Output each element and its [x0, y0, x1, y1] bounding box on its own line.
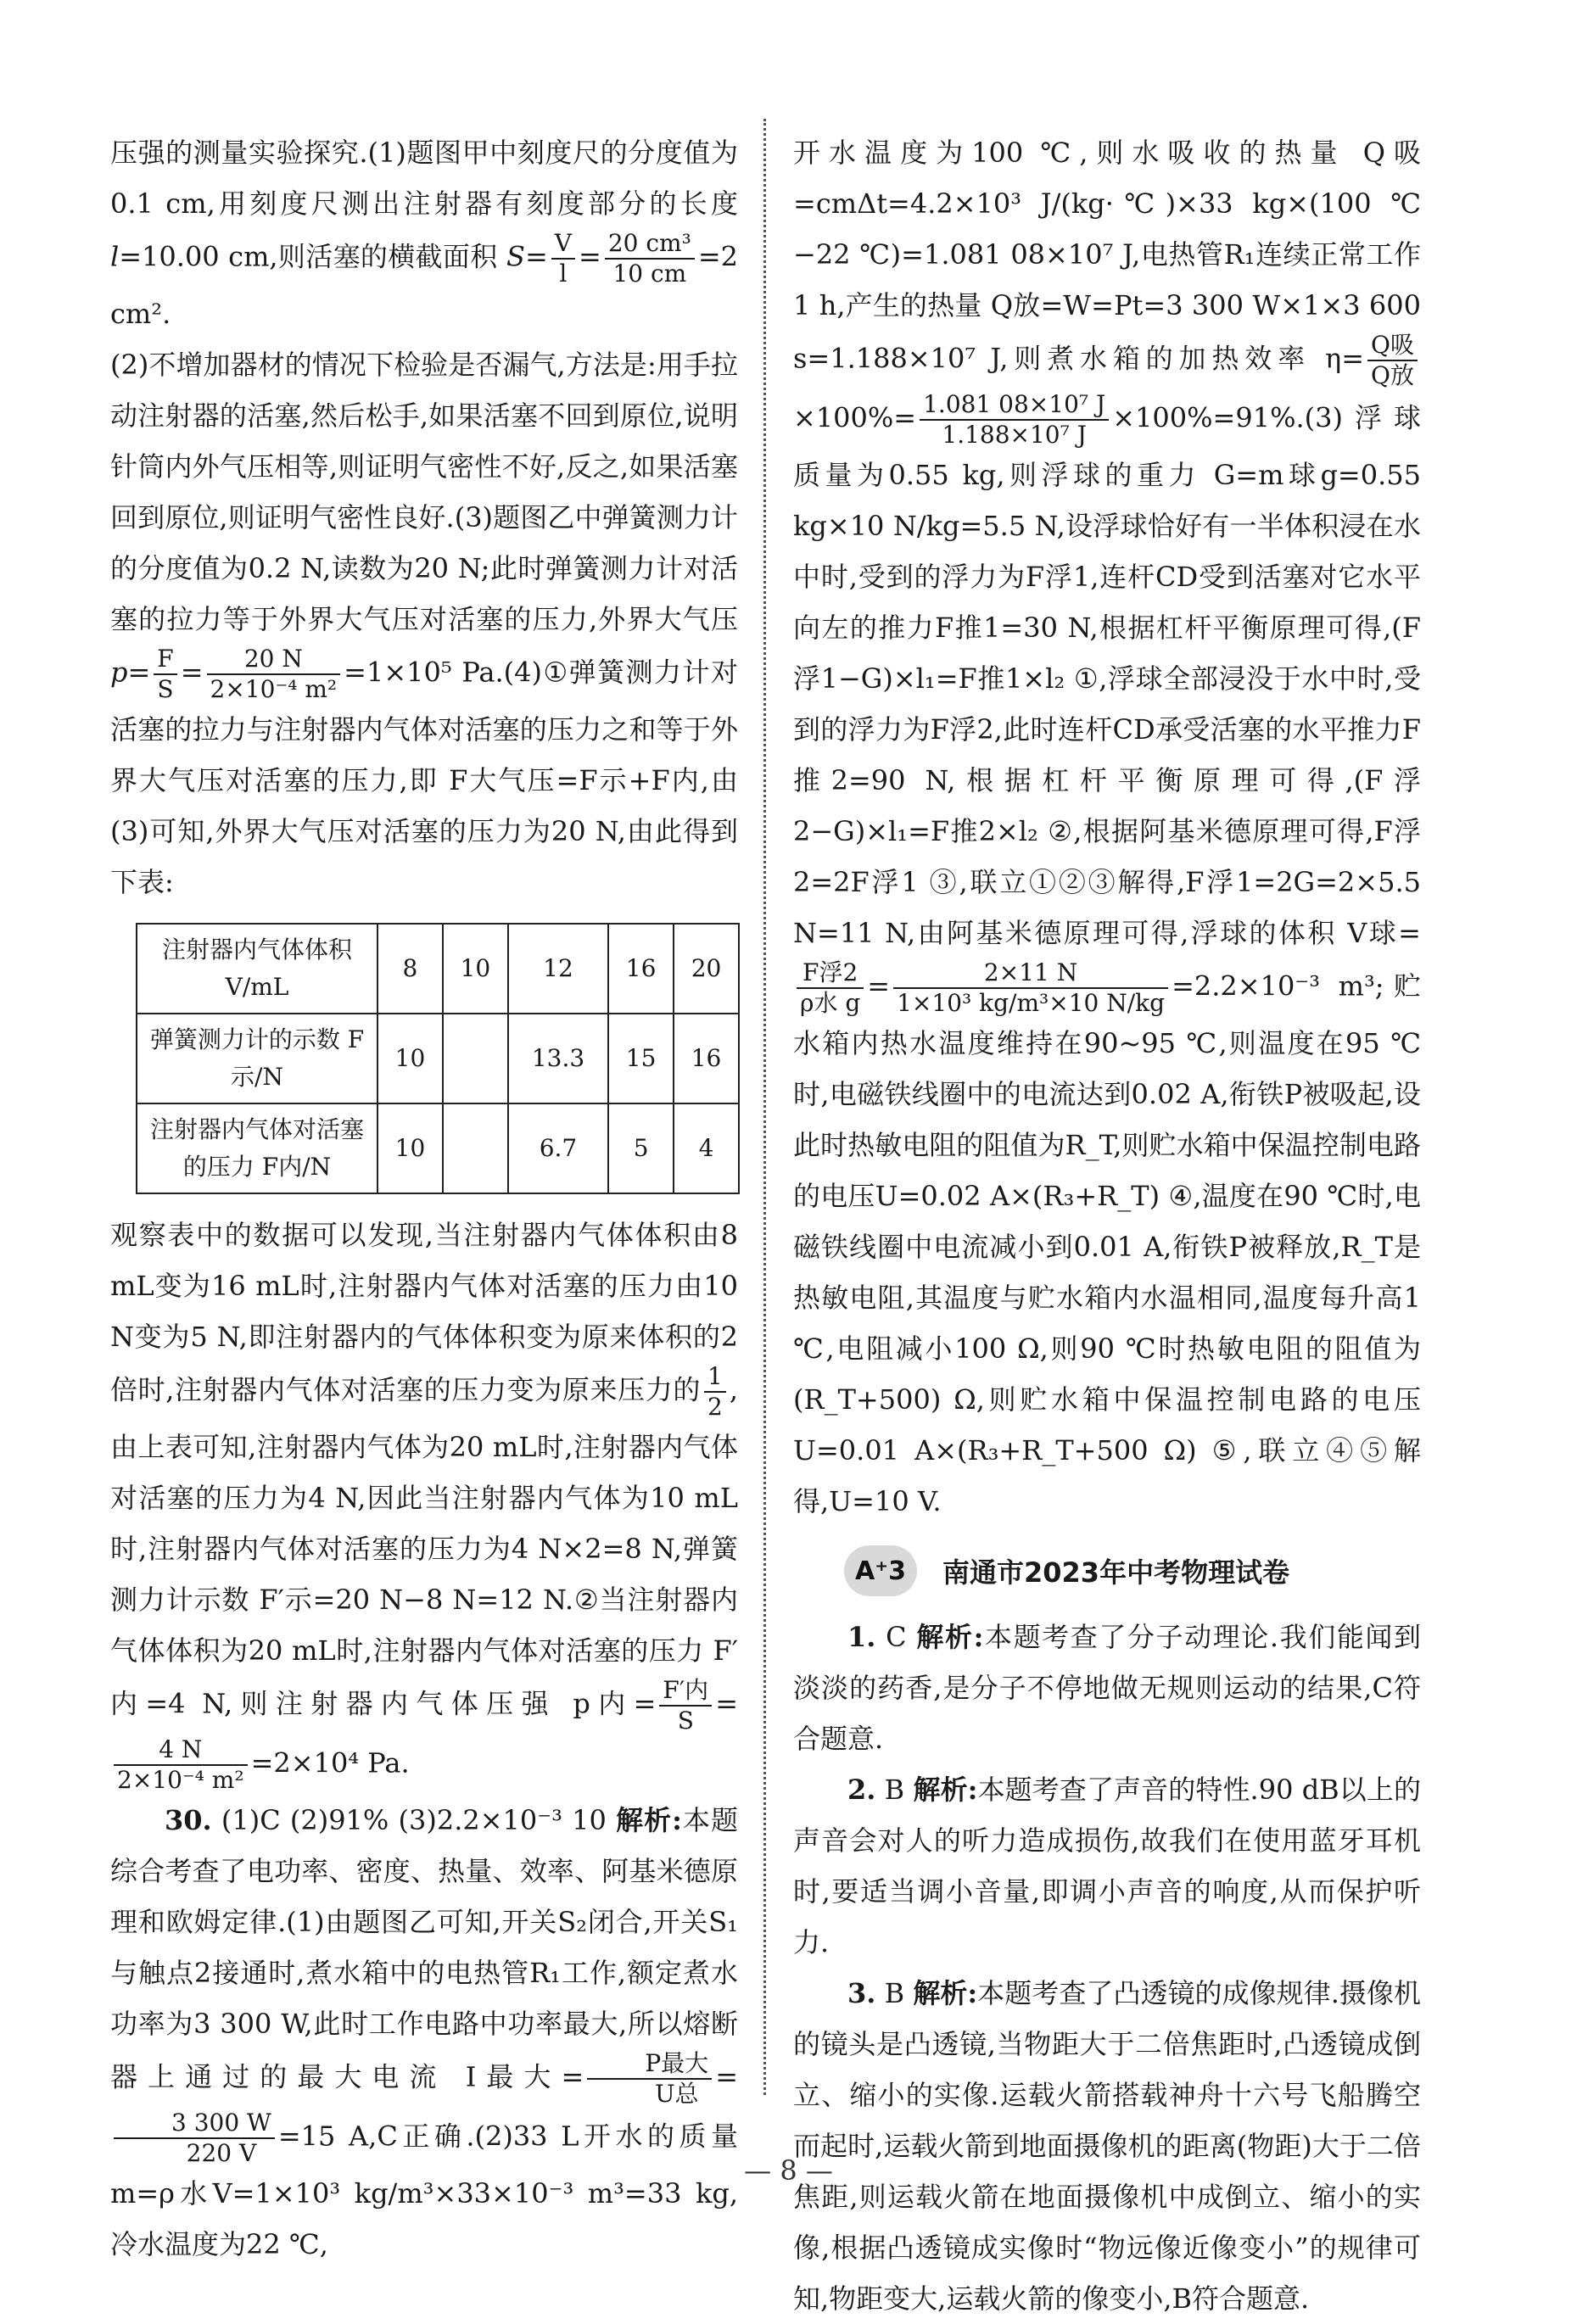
table-cell: 注射器内气体对活塞的压力 F内/N [137, 1103, 377, 1193]
table-cell [443, 1103, 508, 1193]
column-divider [763, 119, 766, 2095]
paragraph-heat-efficiency: 开水温度为100 ℃,则水吸收的热量 Q吸=cmΔt=4.2×10³ J/(kg·℃)×33 kg×(100 ℃−22 ℃)=1.081 08×10⁷ J,电热管R₁连续正常工作1 h,产生的热量 Q放=W=Pt=3 300 W×1×3 600 s=1.188×10⁷ J,则煮水箱的加热效率 η= $\frac{\text{Q吸}}{\text{Q放}}$ ×100%= $\frac{\text{1.081 08×10⁷ J}}{\text{1.188×10⁷ J}}$ ×100%=91%.(3)浮球质量为0.55 kg,则浮球的重力 G=m球g=0.55 kg×10 N/kg=5.5 N,设浮球恰好有一半体积浸在水中时,受到的浮力为F浮1,连杆CD受到活塞对它水平向左的推力F推1=30 N,根据杠杆平衡原理可得,(F浮1−G)×l₁=F推1×l₂ ①,浮球全部浸没于水中时,受到的浮力为F浮2,此时连杆CD承受活塞的水平推力F推2=90 N,根据杠杆平衡原理可得,(F浮2−G)×l₁=F推2×l₂ ②,根据阿基米德原理可得,F浮2=2F浮1 ③,联立①②③解得,F浮1=2G=2×5.5 N=11 N,由阿基米德原理可得,浮球的体积 V球= $\frac{\text{F浮2}}{\text{ρ水 g}}$ = $\frac{2\times 11 N}{\text{1×10³ kg/m³×10 N/kg}}$ =2.2×10⁻³ m³;贮水箱内热水温度维持在90~95 ℃,则温度在95 ℃时,电磁铁线圈中的电流达到0.02 A,衔铁P被吸起,设此时热敏电阻的阻值为R_T,则贮水箱中保温控制电路的电压U=0.02 A×(R₃+R_T) ④,温度在90 ℃时,电磁铁线圈中电流减小到0.01 A,衔铁P被释放,R_T是热敏电阻,其温度与贮水箱内水温相同,温度每升高1 ℃,电阻减小100 Ω,则90 ℃时热敏电阻的阻值为(R_T+500) Ω,则贮水箱中保温控制电路的电压U=0.01 A×(R₃+R_T+500 Ω) ⑤,联立④⑤解得,U=10 V. [793, 137, 1421, 1517]
fraction: $\frac{4 N}{\text{2×10⁻⁴ m²}}$ [114, 1735, 248, 1795]
data-table [136, 923, 740, 1194]
table-cell: 16 [674, 1014, 739, 1103]
fraction: $\frac{\text{F′内}}{S}$ [659, 1676, 712, 1735]
paragraph-leak-check: (2)不增加器材的情况下检验是否漏气,方法是:用手拉动注射器的活塞,然后松手,如果活塞不回到原位,说明针筒内外气压相等,则证明气密性不好,反之,如果活塞回到原位,则证明气密性良好.(3)题图乙中弹簧测力计的分度值为0.2 N,读数为20 N;此时弹簧测力计对活塞的拉力等于外界大气压对活塞的压力,外界大气压 p= $\frac{F}{S}$ = $\frac{20 N}{\text{2×10⁻⁴ m²}}$ =1×10⁵ Pa.(4)①弹簧测力计对活塞的拉力与注射器内气体对活塞的压力之和等于外界大气压对活塞的压力,即 F大气压=F示+F内,由(3)可知,外界大气压对活塞的压力为20 N,由此得到下表: [110, 349, 738, 898]
section-badge: A⁺3 [844, 1545, 917, 1596]
table-row [137, 1103, 739, 1193]
table-cell: 20 [674, 924, 739, 1014]
section-header [844, 1545, 1421, 1596]
table-cell: 5 [608, 1103, 674, 1193]
table-cell: 13.3 [508, 1014, 608, 1103]
table-cell: 注射器内气体体积 V/mL [137, 924, 377, 1014]
page-number: — 8 — [744, 2154, 833, 2187]
left-column [110, 127, 738, 2270]
table-cell: 10 [377, 1014, 443, 1103]
fraction: $\frac{V}{l}$ [551, 229, 575, 288]
fraction: $\frac{3 300 W}{220 V}$ [114, 2109, 275, 2168]
answer-1: 1. C 解析:本题考查了分子动理论.我们能闻到淡淡的药香,是分子不停地做无规则运动的结果,C符合题意. [793, 1621, 1421, 1755]
table-cell: 12 [508, 924, 608, 1014]
table-cell [443, 1014, 508, 1103]
fraction: $\frac{\text{20 cm³}}{10 cm}$ [605, 229, 695, 288]
table-row [137, 924, 739, 1014]
paragraph-observation: 观察表中的数据可以发现,当注射器内气体体积由8 mL变为16 mL时,注射器内气体对活塞的压力由10 N变为5 N,即注射器内的气体体积变为原来体积的2倍时,注射器内气体对活塞的压力变为原来压力的 $\frac{1}{2}$ ,由上表可知,注射器内气体为20 mL时,注射器内气体对活塞的压力为4 N,因此当注射器内气体为10 mL时,注射器内气体对活塞的压力为4 N×2=8 N,弹簧测力计示数 F′示=20 N−8 N=12 N.②当注射器内气体体积为20 mL时,注射器内气体对活塞的压力 F′内=4 N,则注射器内气体压强 p内= $\frac{\text{F′内}}{S}$ = $\frac{4 N}{\text{2×10⁻⁴ m²}}$ =2×10⁴ Pa. [110, 1219, 738, 1794]
fraction: $\frac{\text{Q吸}}{\text{Q放}}$ [1367, 331, 1418, 390]
answer-2: 2. B 解析:本题考查了声音的特性.90 dB以上的声音会对人的听力造成损伤,故我们在使用蓝牙耳机时,要适当调小音量,即调小声音的响度,从而保护听力. [793, 1774, 1421, 1958]
paragraph-scale-area: 压强的测量实验探究.(1)题图甲中刻度尺的分度值为0.1 cm,用刻度尺测出注射器有刻度部分的长度 l=10.00 cm,则活塞的横截面积 S= $\frac{V}{l}$ = $\frac{\text{20 cm³}}{10 cm}$ =2 cm². [110, 137, 738, 330]
answer-3: 3. B 解析:本题考查了凸透镜的成像规律.摄像机的镜头是凸透镜,当物距大于二倍焦距时,凸透镜成倒立、缩小的实像.运载火箭搭载神舟十六号飞船腾空而起时,运载火箭到地面摄像机的距离(物距)大于二倍焦距,则运载火箭在地面摄像机中成倒立、缩小的实像,根据凸透镜成实像时“物远像近像变小”的规律可知,物距变大,运载火箭的像变小,B符合题意. [793, 1977, 1421, 2315]
section-title: 南通市2023年中考物理试卷 [942, 1556, 1290, 1589]
table-cell: 10 [377, 1103, 443, 1193]
table-cell: 弹簧测力计的示数 F示/N [137, 1014, 377, 1103]
fraction: $\frac{2\times 11 N}{\text{1×10³ kg/m³×10 N/kg}}$ [893, 958, 1168, 1018]
table-cell: 15 [608, 1014, 674, 1103]
table-cell: 8 [377, 924, 443, 1014]
fraction: $\frac{20 N}{\text{2×10⁻⁴ m²}}$ [207, 645, 341, 704]
fraction: $\frac{F}{S}$ [154, 645, 176, 704]
fraction: $\frac{\text{P最大}}{\text{U总}}$ [587, 2049, 712, 2109]
fraction: $\frac{1}{2}$ [704, 1362, 726, 1422]
table-cell: 10 [443, 924, 508, 1014]
table-row [137, 1014, 739, 1103]
fraction: $\frac{\text{1.081 08×10⁷ J}}{\text{1.188×10⁷ J}}$ [920, 390, 1109, 450]
table-cell: 4 [674, 1103, 739, 1193]
table-cell: 6.7 [508, 1103, 608, 1193]
fraction: $\frac{\text{F浮2}}{\text{ρ水 g}}$ [797, 958, 864, 1018]
right-column [793, 127, 1421, 2324]
question-30: 30. (1)C (2)91% (3)2.2×10⁻³ 10 解析:本题综合考查了电功率、密度、热量、效率、阿基米德原理和欧姆定律.(1)由题图乙可知,开关S₂闭合,开关S₁与触点2接通时,煮水箱中的电热管R₁工作,额定煮水功率为3 300 W,此时工作电路中功率最大,所以熔断器上通过的最大电流 I最大= $\frac{\text{P最大}}{\text{U总}}$ = $\frac{3 300 W}{220 V}$ =15 A,C正确.(2)33 L开水的质量 m=ρ水V=1×10³ kg/m³×33×10⁻³ m³=33 kg,冷水温度为22 ℃, [110, 1804, 738, 2260]
table-cell: 16 [608, 924, 674, 1014]
